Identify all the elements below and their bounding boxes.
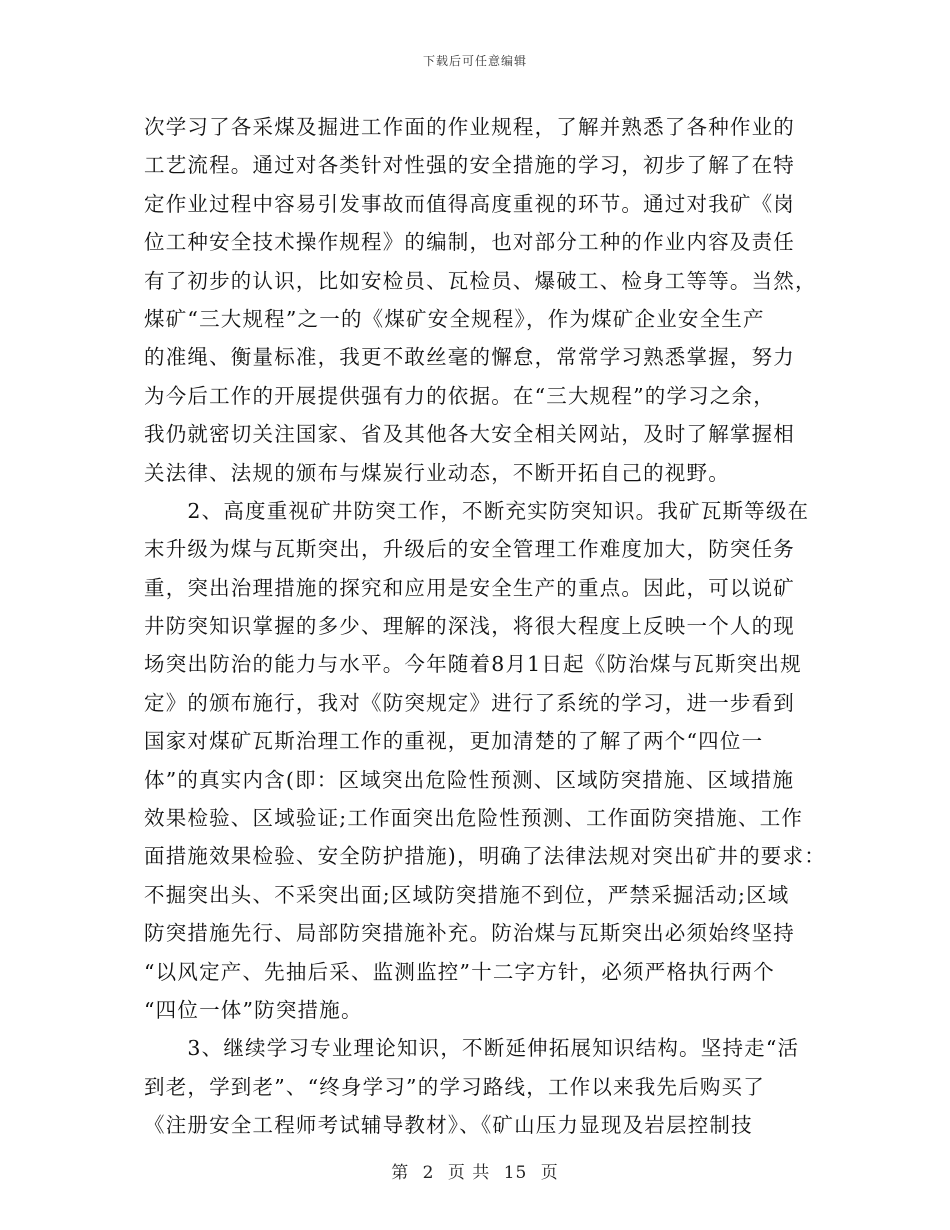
text-line: 到老，学到老”、“终身学习”的学习路线，工作以来我先后购买了 xyxy=(144,1074,765,1099)
page-header: 下载后可任意编辑 xyxy=(422,54,527,68)
text-line: 体”的真实内含(即：区域突出危险性预测、区域防突措施、区域措施 xyxy=(144,767,795,792)
text-line: 关法律、法规的颁布与煤炭行业动态，不断开拓自己的视野。 xyxy=(144,460,730,485)
page-footer xyxy=(0,1158,950,1183)
text-line: 场突出防治的能力与水平。今年随着8月1日起《防治煤与瓦斯突出规 xyxy=(144,652,802,677)
footer-suffix: 页 xyxy=(540,1163,559,1183)
text-line: 有了初步的认识，比如安检员、瓦检员、爆破工、检身工等等。当然， xyxy=(144,268,817,293)
text-line: 《注册安全工程师考试辅导教材》、《矿山压力显现及岩层控制技 xyxy=(144,1113,753,1138)
text-line: “以风定产、先抽后采、监测监控”十二字方针，必须严格执行两个 xyxy=(144,959,775,984)
text-line: “四位一体”防突措施。 xyxy=(144,997,363,1022)
footer-middle: 页 共 xyxy=(447,1163,491,1183)
current-page-number: 2 xyxy=(422,1163,435,1183)
text-line: 为今后工作的开展提供强有力的依据。在“三大规程”的学习之余， xyxy=(144,383,775,408)
text-line: 井防突知识掌握的多少、理解的深浅，将很大程度上反映一个人的现 xyxy=(144,614,795,639)
text-line: 不掘突出头、不采突出面;区域防突措施不到位，严禁采掘活动;区域 xyxy=(144,882,790,907)
text-line: 面措施效果检验、安全防护措施)，明确了法律法规对突出矿井的要求： xyxy=(144,844,826,869)
text-line: 次学习了各采煤及掘进工作面的作业规程，了解并熟悉了各种作业的 xyxy=(144,115,795,139)
text-line: 煤矿“三大规程”之一的《煤矿安全规程》，作为煤矿企业安全生产 xyxy=(144,306,765,331)
document-body xyxy=(144,108,826,1145)
text-line: 2、高度重视矿井防突工作，不断充实防突知识。我矿瓦斯等级在 xyxy=(144,498,810,523)
text-line: 的准绳、衡量标准，我更不敢丝毫的懈怠，常常学习熟悉掌握，努力 xyxy=(144,345,795,370)
text-line: 效果检验、区域验证;工作面突出危险性预测、工作面防突措施、工作 xyxy=(144,806,804,831)
text-line: 工艺流程。通过对各类针对性强的安全措施的学习，初步了解了在特 xyxy=(144,153,795,178)
total-page-count: 15 xyxy=(503,1163,528,1183)
text-line: 3、继续学习专业理论知识，不断延伸拓展知识结构。坚持走“活 xyxy=(144,1036,800,1061)
footer-prefix: 第 xyxy=(391,1163,410,1183)
text-line: 重，突出治理措施的探究和应用是安全生产的重点。因此，可以说矿 xyxy=(144,575,795,600)
text-line: 定》的颁布施行，我对《防突规定》进行了系统的学习，进一步看到 xyxy=(144,690,795,715)
text-line: 定作业过程中容易引发事故而值得高度重视的环节。通过对我矿《岗 xyxy=(144,191,795,216)
text-line: 国家对煤矿瓦斯治理工作的重视，更加清楚的了解了两个“四位一 xyxy=(144,729,764,754)
text-line: 我仍就密切关注国家、省及其他各大安全相关网站，及时了解掌握相 xyxy=(144,422,795,447)
text-line: 防突措施先行、局部防突措施补充。防治煤与瓦斯突出必须始终坚持 xyxy=(144,921,795,946)
text-line: 位工种安全技术操作规程》的编制，也对部分工种的作业内容及责任 xyxy=(144,230,795,255)
text-line: 末升级为煤与瓦斯突出，升级后的安全管理工作难度加大，防突任务 xyxy=(144,537,795,562)
